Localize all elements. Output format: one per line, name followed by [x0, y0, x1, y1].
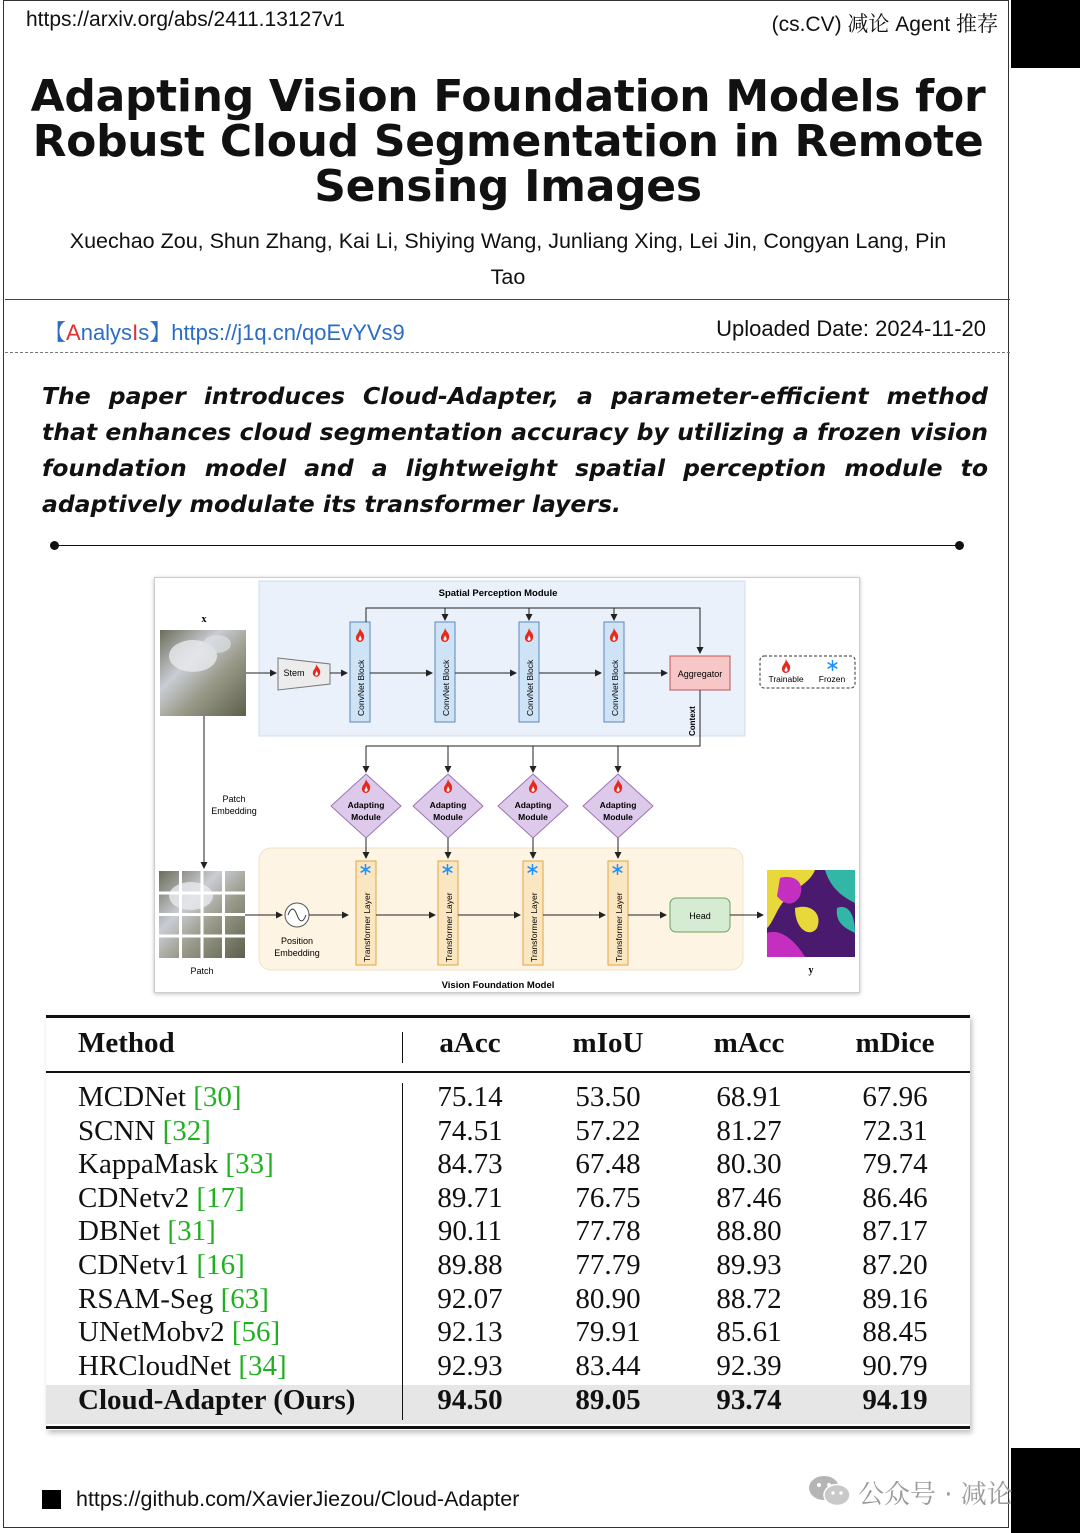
table-cell: 92.13: [437, 1316, 503, 1349]
convnet-label: ConvNet Block: [610, 659, 620, 716]
position-embedding-label: Position: [280, 936, 314, 946]
citation-link[interactable]: [17]: [196, 1181, 245, 1214]
adapting-label: Module: [433, 812, 463, 822]
divider-dot: [955, 541, 964, 550]
table-row-method: [78, 1315, 280, 1349]
table-cell: 77.79: [575, 1249, 641, 1281]
table-cell: 87.20: [862, 1249, 928, 1281]
title-line: Robust Cloud Segmentation in Remote: [32, 116, 984, 167]
table-mid-rule: [46, 1071, 970, 1073]
adapting-label: Adapting: [347, 800, 385, 810]
section-divider: [54, 545, 960, 546]
table-cell: 89.16: [862, 1282, 928, 1315]
patch-embedding-label: Embedding: [211, 806, 257, 816]
adapting-label: Adapting: [514, 800, 552, 810]
citation-link[interactable]: [56]: [231, 1316, 281, 1349]
table-cell: 88.72: [716, 1282, 782, 1315]
arxiv-url-link[interactable]: https://arxiv.org/abs/2411.13127v1: [26, 8, 346, 31]
cloud-blob: [169, 882, 213, 910]
table-cell: 67.48: [575, 1148, 641, 1181]
method-name: MCDNet: [78, 1081, 186, 1113]
adapting-label: Module: [351, 812, 381, 822]
convnet-label: ConvNet Block: [441, 659, 451, 716]
method-name: CDNetv2: [78, 1181, 190, 1214]
footer-square-icon: [42, 1490, 61, 1509]
authors-line: Tao: [490, 265, 526, 289]
legend-frozen: Frozen: [818, 674, 846, 684]
table-row-method: [78, 1080, 242, 1114]
cloud-blob: [203, 635, 231, 653]
citation-link[interactable]: [33]: [225, 1148, 274, 1181]
table-cell: 84.73: [437, 1148, 503, 1181]
table-cell: 79.91: [575, 1316, 641, 1349]
header-miou: mIoU: [572, 1027, 644, 1059]
analysis-url[interactable]: https://j1q.cn/qoEvYVs9: [171, 320, 405, 345]
table-row-method: [78, 1214, 216, 1248]
method-name: RSAM-Seg: [78, 1282, 214, 1315]
category-tag: (cs.CV) 减论 Agent 推荐: [771, 13, 998, 36]
table-cell: 77.78: [575, 1215, 641, 1248]
stem-label: Stem: [283, 668, 305, 678]
adapting-label: Adapting: [429, 800, 467, 810]
convnet-label: ConvNet Block: [525, 659, 535, 716]
table-cell: 67.96: [862, 1081, 928, 1113]
corner-block-top: [1011, 0, 1080, 68]
architecture-diagram: [155, 578, 859, 992]
citation-link[interactable]: [31]: [167, 1215, 216, 1248]
title-line: Sensing Images: [314, 161, 702, 212]
spm-title: Spatial Perception Module: [438, 588, 558, 599]
bracket: 【: [44, 320, 67, 345]
citation-number: 63: [230, 1282, 260, 1315]
table-cell: 72.31: [862, 1114, 928, 1147]
method-name: KappaMask: [78, 1148, 219, 1181]
citation-number: 31: [177, 1215, 207, 1248]
patch-grid: [159, 871, 245, 958]
method-name: SCNN: [78, 1114, 156, 1147]
citation-link[interactable]: [16]: [196, 1249, 245, 1281]
citation-number: 56: [241, 1316, 271, 1349]
paper-summary: The paper introduces Cloud-Adapter, a parameter-efficient method that enhances cloud segmentation accuracy by utilizing a frozen vision foundation model and a lightweight spatial perception module to adaptively modulate its transformer layers.: [42, 382, 988, 518]
citation-number: 32: [172, 1114, 202, 1147]
table-cell: 88.45: [862, 1316, 928, 1349]
method-name: UNetMobv2: [78, 1316, 225, 1349]
method-name: CDNetv1: [78, 1249, 190, 1281]
table-cell: 86.46: [862, 1181, 928, 1214]
table-row-method: [78, 1248, 245, 1282]
table-top-rule: [46, 1015, 970, 1018]
ours-macc: 93.74: [716, 1384, 782, 1416]
ours-method: Cloud-Adapter (Ours): [78, 1384, 356, 1416]
table-cell: 53.50: [575, 1081, 641, 1113]
table-cell: 90.79: [862, 1349, 928, 1382]
corner-block-bottom: [1011, 1448, 1080, 1533]
convnet-label: ConvNet Block: [356, 659, 366, 716]
table-cell: 80.90: [575, 1282, 641, 1315]
table-cell: 92.39: [716, 1349, 782, 1382]
table-cell: 83.44: [575, 1349, 641, 1382]
ours-miou: 89.05: [575, 1384, 641, 1416]
table-cell: 68.91: [716, 1081, 782, 1113]
citation-link[interactable]: [34]: [238, 1349, 287, 1382]
authors-line: Xuechao Zou, Shun Zhang, Kai Li, Shiying Wang, Junliang Xing, Lei Jin, Congyan Lang, Pin: [69, 229, 947, 253]
method-name: DBNet: [78, 1215, 161, 1248]
table-bottom-rule: [46, 1426, 970, 1429]
ours-mdice: 94.19: [862, 1384, 928, 1416]
uploaded-date: Uploaded Date: 2024-11-20: [716, 316, 986, 341]
table-cell: 57.22: [575, 1114, 641, 1147]
table-row-method: [78, 1282, 269, 1316]
header-macc: mAcc: [713, 1027, 785, 1059]
table-cell: 92.07: [437, 1282, 503, 1315]
transformer-label: Transformer Layer: [614, 892, 624, 962]
author-list: [10, 223, 1006, 295]
adapting-label: Adapting: [599, 800, 637, 810]
table-cell: 89.88: [437, 1249, 503, 1281]
segmentation-output: [767, 870, 855, 957]
github-link[interactable]: https://github.com/XavierJiezou/Cloud-Adapter: [76, 1487, 520, 1511]
adapting-label: Module: [603, 812, 633, 822]
citation-link[interactable]: [30]: [193, 1081, 242, 1113]
table-cell: 79.74: [862, 1148, 928, 1181]
aggregator-label: Aggregator: [677, 669, 723, 679]
header-method: Method: [78, 1027, 175, 1059]
head-label: Head: [689, 911, 711, 921]
header-aacc: aAcc: [439, 1027, 501, 1059]
citation-link[interactable]: [63]: [220, 1282, 269, 1315]
header-rule: [5, 299, 1010, 300]
adapting-label: Module: [518, 812, 548, 822]
table-cell: 80.30: [716, 1148, 782, 1181]
table-cell: 89.93: [716, 1249, 782, 1281]
context-label: Context: [688, 706, 697, 736]
results-table: [46, 1015, 970, 1430]
paper-title: [20, 71, 996, 212]
patch-embedding-label: Patch: [222, 794, 246, 804]
table-cell: 87.46: [716, 1181, 782, 1214]
table-cell: 81.27: [716, 1114, 782, 1147]
table-row-method: [78, 1181, 245, 1215]
table-cell: 85.61: [716, 1316, 782, 1349]
watermark-text: 公众号 · 减论: [858, 1480, 1013, 1510]
citation-number: 30: [202, 1081, 232, 1113]
adapting-modules: [331, 774, 653, 838]
transformer-label: Transformer Layer: [444, 892, 454, 962]
divider-dot: [50, 541, 59, 550]
table-cell: 90.11: [437, 1215, 503, 1248]
table-cell: 89.71: [437, 1181, 503, 1214]
table-row-method: [78, 1147, 274, 1181]
ours-aacc: 94.50: [437, 1384, 503, 1416]
citation-number: 34: [247, 1349, 277, 1382]
table-cell: 76.75: [575, 1181, 641, 1214]
vfm-title: Vision Foundation Model: [441, 980, 555, 991]
transformer-label: Transformer Layer: [362, 892, 372, 962]
method-name: HRCloudNet: [78, 1349, 232, 1382]
table-cell: 88.80: [716, 1215, 782, 1248]
output-y-label: y: [808, 965, 814, 976]
bracket: 】: [149, 320, 172, 345]
position-embedding-label: Embedding: [274, 948, 320, 958]
table-row-method: [78, 1349, 287, 1383]
input-x-label: x: [201, 614, 207, 625]
citation-number: 16: [206, 1249, 236, 1281]
title-line: Adapting Vision Foundation Models for: [30, 71, 986, 122]
patch-label: Patch: [190, 966, 214, 976]
analysis-text: nalys: [80, 320, 133, 345]
header-mdice: mDice: [855, 1027, 935, 1059]
table-cell: 74.51: [437, 1114, 503, 1147]
transformer-label: Transformer Layer: [529, 892, 539, 962]
analysis-link-row[interactable]: [44, 316, 405, 347]
analysis-text: s: [138, 320, 150, 345]
wechat-icon: [808, 1473, 852, 1509]
table-cell: 87.17: [862, 1215, 928, 1248]
architecture-figure: [154, 577, 860, 993]
citation-link[interactable]: [32]: [162, 1114, 211, 1147]
table-row-method: [78, 1114, 211, 1148]
citation-number: 33: [235, 1148, 265, 1181]
analysis-letter: A: [66, 320, 81, 345]
citation-number: 17: [206, 1181, 236, 1214]
analysis-letter: I: [132, 320, 139, 345]
table-cell: 92.93: [437, 1349, 503, 1382]
meta-rule: [5, 352, 1010, 353]
table-cell: 75.14: [437, 1081, 503, 1113]
legend-trainable: Trainable: [768, 674, 804, 684]
